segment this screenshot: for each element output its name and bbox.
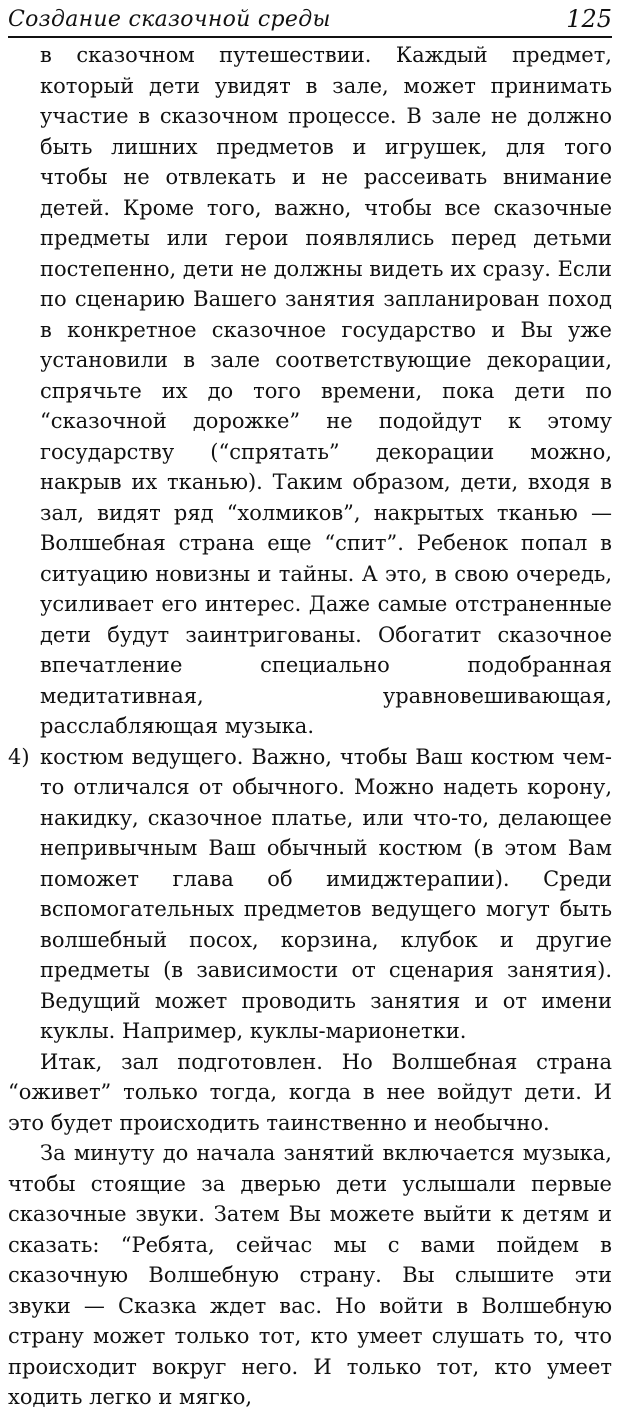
paragraph-hall-ready: Итак, зал подготовлен. Но Волшебная страна “оживет” только тогда, когда в нее войдут дети. И это будет происходить таинственно и необычно. — [8, 1049, 612, 1135]
page-number: 125 — [566, 5, 612, 33]
page-header — [8, 2, 612, 38]
list-item-4 — [8, 742, 612, 1047]
list-item-text: костюм ведущего. Важно, чтобы Ваш костюм чем-то отличался от обычного. Можно надеть корону, накидку, сказочное платье, или что-то, делающее непривычным Ваш обычный костюм (в этом Вам поможет глава об имиджтерапии). Среди вспомогательных предметов ведущего могут быть волшебный посох, корзина, клубок и другие предметы (в зависимости от сценария занятия). Ведущий может проводить занятия и от имени куклы. Например, куклы-марионетки. — [40, 744, 612, 1043]
list-item-number: 4) — [8, 744, 30, 769]
header-rule — [8, 36, 612, 38]
body-text — [8, 40, 612, 1413]
paragraph-continued: в сказочном путешествии. Каждый предмет, который дети увидят в зале, может принимать участие в сказочном процессе. В зале не должно быть лишних предметов и игрушек, для того чтобы не отвлекать и не рассеивать внимание детей. Кроме того, важно, чтобы все сказочные предметы или герои появлялись перед детьми постепенно, дети не должны видеть их сразу. Если по сценарию Вашего занятия запланирован поход в конкретное сказочное государство и Вы уже установили в зале соответствующие декорации, спрячьте их до того времени, пока дети по “сказочной дорожке” не подойдут к этому государству (“спрятать” декорации можно, накрыв их тканью). Таким образом, дети, входя в зал, видят ряд “холмиков”, накрытых тканью — Волшебная страна еще “спит”. Ребенок попал в ситуацию новизны и тайны. А это, в свою очередь, усиливает его интерес. Даже самые отстраненные дети будут заинтригованы. Обогатит сказочное впечатление специально подобранная медитативная, уравновешивающая, расслабляющая музыка. — [40, 43, 612, 738]
running-title: Создание сказочной среды — [8, 7, 331, 32]
paragraph-music-start: За минуту до начала занятий включается музыка, чтобы стоящие за дверью дети услышали первые сказочные звуки. Затем Вы можете выйти к детям и сказать: “Ребята, сейчас мы с вами пойдем в сказочную Волшебную страну. Вы слышите эти звуки — Сказка ждет вас. Но войти в Волшебную страну может только тот, кто умеет слушать то, что происходит вокруг него. И только тот, кто умеет ходить легко и мягко, — [8, 1141, 612, 1409]
